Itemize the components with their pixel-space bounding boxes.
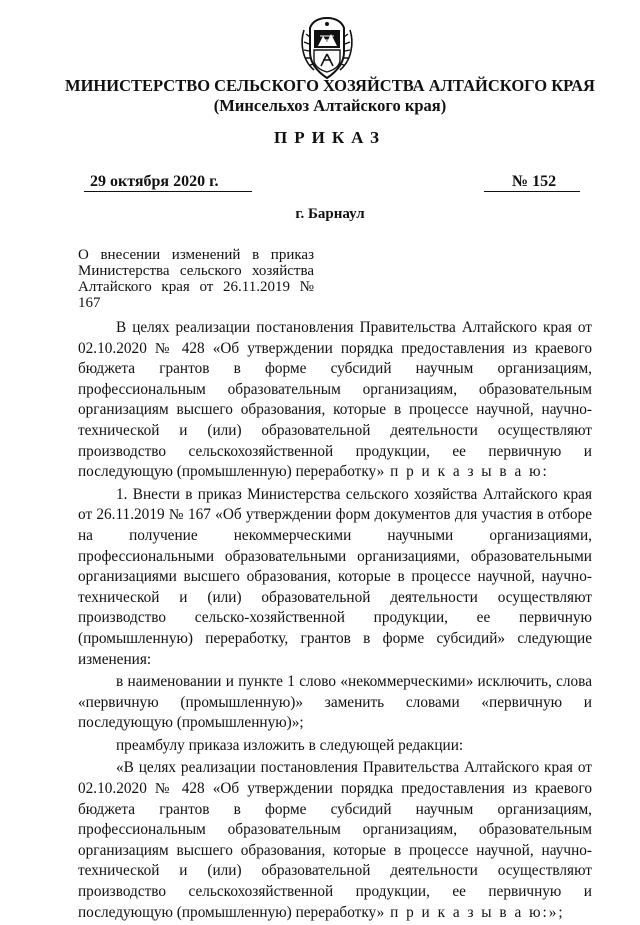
new-preamble-text: «В целях реализации постановления Правительства Алтайского края от 02.10.2020 № 428 «Об утверждении порядка предоставления из краевого бюджета грантов в форме субсидий научным организациям, профессиональным образовательным организациям, образовательным организациям высшего образования, которые в процессе научной, научно-технической и (или) образовательной деятельности осуществляют производство сельскохозяйственной продукции, ее первичную и последующую (промышленную) переработку»	[78, 759, 592, 921]
decree-word: п р и к а з ы в а ю:	[384, 463, 549, 481]
coat-of-arms-emblem-icon	[298, 16, 356, 80]
ministry-short-name: (Минсельхоз Алтайского края)	[213, 96, 447, 115]
new-decree-word: п р и к а з ы в а ю:»;	[384, 903, 565, 921]
paragraph-change-preamble: преамбулу приказа изложить в следующей редакции:	[116, 736, 464, 754]
city-label: г. Барнаул	[295, 206, 365, 222]
order-subject: О внесении изменений в приказ Министерства сельского хозяйства Алтайского края от 26.11.2019 № 167	[78, 247, 314, 311]
document-type-title: ПРИКАЗ	[274, 128, 386, 147]
ministry-header	[60, 76, 600, 116]
paragraph-item-1: 1. Внести в приказ Министерства сельского хозяйства Алтайского края от 26.11.2019 № 167 «Об утверждении форм документов для участия в отборе на получение некоммерческими научными организациями, профессиональными образовательными организациями, образовательными организациями высшего образования, которые в процессе научной, научно-технической и (или) образовательной деятельности осуществляют производство сельско-хозяйственной продукции, ее первичную (промышленную) переработку, грантов в форме субсидий» следующие изменения:	[78, 485, 592, 668]
preamble-text: В целях реализации постановления Правительства Алтайского края от 02.10.2020 № 428 «Об утверждении порядка предоставления из краевого бюджета грантов в форме субсидий научным организациям, профессиональным образовательным организациям, образовательным организациям высшего образования, которые в процессе научной, научно-технической и (или) образовательной деятельности осуществляют производство сельскохозяйственной продукции, ее первичную и последующую (промышленную) переработку»	[78, 319, 592, 481]
paragraph-preamble	[78, 318, 592, 483]
order-date: 29 октября 2020 г.	[84, 173, 252, 192]
paragraph-change-title: в наименовании и пункте 1 слово «некоммерческими» исключить, слова «первичную (промышленную)» заменить словами «первичную и последующую (промышленную)»;	[78, 673, 592, 732]
order-number: № 152	[484, 173, 580, 192]
paragraph-new-preamble	[78, 758, 592, 923]
order-body	[78, 318, 592, 925]
ministry-name: МИНИСТЕРСТВО СЕЛЬСКОГО ХОЗЯЙСТВА АЛТАЙСКОГО КРАЯ	[65, 76, 595, 95]
